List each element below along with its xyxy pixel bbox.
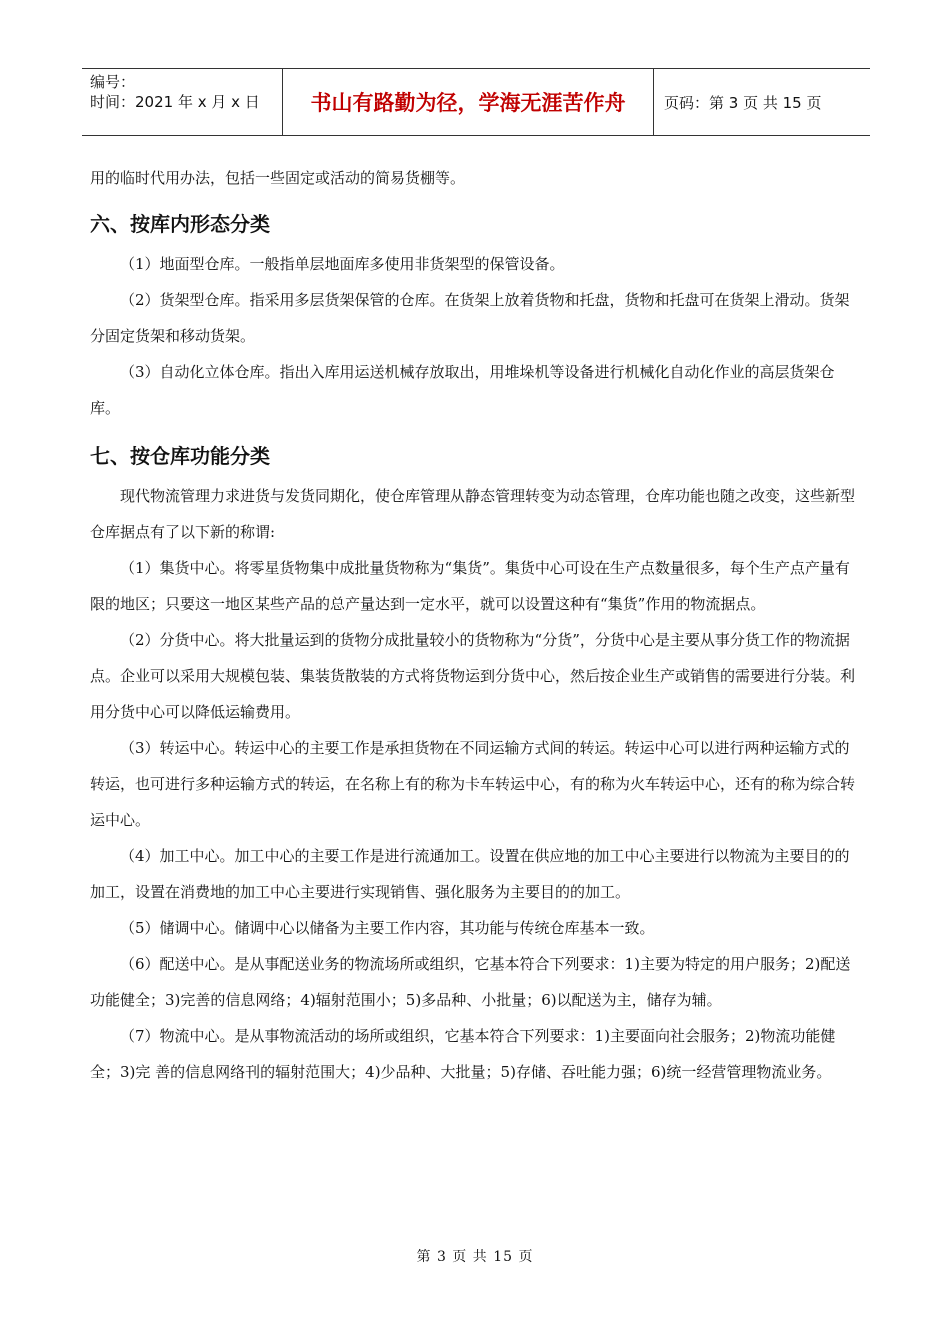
paragraph-7-7: （7）物流中心。是从事物流活动的场所或组织，它基本符合下列要求：1)主要面向社会服务；2)物流功能健全；3)完 善的信息网络刊的辐射范围大；4)少品种、大批量；5)存储、吞吐能力强；6)统一经营管理物流业务。 bbox=[90, 1027, 836, 1081]
paragraph-7-3: （3）转运中心。转运中心的主要工作是承担货物在不同运输方式间的转运。转运中心可以进行两种运输方式的转运，也可进行多种运输方式的转运，在名称上有的称为卡车转运中心，有的称为火车转运中心，还有的称为综合转运中心。 bbox=[90, 739, 856, 829]
paragraph-6-1: （1）地面型仓库。一般指单层地面库多使用非货架型的保管设备。 bbox=[120, 255, 565, 273]
section-heading-6: 六、按库内形态分类 bbox=[90, 212, 270, 236]
section-heading-7: 七、按仓库功能分类 bbox=[90, 444, 270, 468]
page-footer: 第 3 页 共 15 页 bbox=[416, 1249, 534, 1265]
document-number-label: 编号： bbox=[90, 73, 136, 91]
paragraph-7-1: （1）集货中心。将零星货物集中成批量货物称为“集货”。集货中心可设在生产点数量很多，每个生产点产量有限的地区；只要这一地区某些产品的总产量达到一定水平，就可以设置这种有“集货”作用的物流据点。 bbox=[90, 559, 850, 613]
document-body bbox=[90, 160, 860, 1090]
paragraph-7-6: （6）配送中心。是从事配送业务的物流场所或组织，它基本符合下列要求：1)主要为特定的用户服务；2)配送功能健全；3)完善的信息网络；4)辐射范围小；5)多品种、小批量；6)以配送为主，储存为辅。 bbox=[90, 955, 851, 1009]
paragraph-7-5: （5）储调中心。储调中心以储备为主要工作内容，其功能与传统仓库基本一致。 bbox=[120, 919, 655, 937]
paragraph-7-2: （2）分货中心。将大批量运到的货物分成批量较小的货物称为“分货”，分货中心是主要从事分货工作的物流据点。企业可以采用大规模包装、集装货散装的方式将货物运到分货中心，然后按企业生产或销售的需要进行分装。利用分货中心可以降低运输费用。 bbox=[90, 631, 856, 721]
page-header bbox=[82, 68, 870, 136]
header-left-cell bbox=[82, 69, 282, 135]
paragraph-7-4: （4）加工中心。加工中心的主要工作是进行流通加工。设置在供应地的加工中心主要进行以物流为主要目的的加工，设置在消费地的加工中心主要进行实现销售、强化服务为主要目的的加工。 bbox=[90, 847, 850, 901]
paragraph-6-3: （3）自动化立体仓库。指出入库用运送机械存放取出，用堆垛机等设备进行机械化自动化作业的高层货架仓库。 bbox=[90, 363, 835, 417]
header-page-info: 页码：第 3 页 共 15 页 bbox=[664, 93, 822, 112]
header-motto: 书山有路勤为径，学海无涯苦作舟 bbox=[282, 69, 654, 135]
document-date: 时间：2021 年 x 月 x 日 bbox=[90, 93, 260, 111]
paragraph-intro: 用的临时代用办法，包括一些固定或活动的简易货棚等。 bbox=[90, 169, 466, 187]
paragraph-7-intro: 现代物流管理力求进货与发货同期化，使仓库管理从静态管理转变为动态管理，仓库功能也随之改变，这些新型仓库据点有了以下新的称谓: bbox=[90, 487, 856, 541]
paragraph-6-2: （2）货架型仓库。指采用多层货架保管的仓库。在货架上放着货物和托盘，货物和托盘可在货架上滑动。货架分固定货架和移动货架。 bbox=[90, 291, 850, 345]
